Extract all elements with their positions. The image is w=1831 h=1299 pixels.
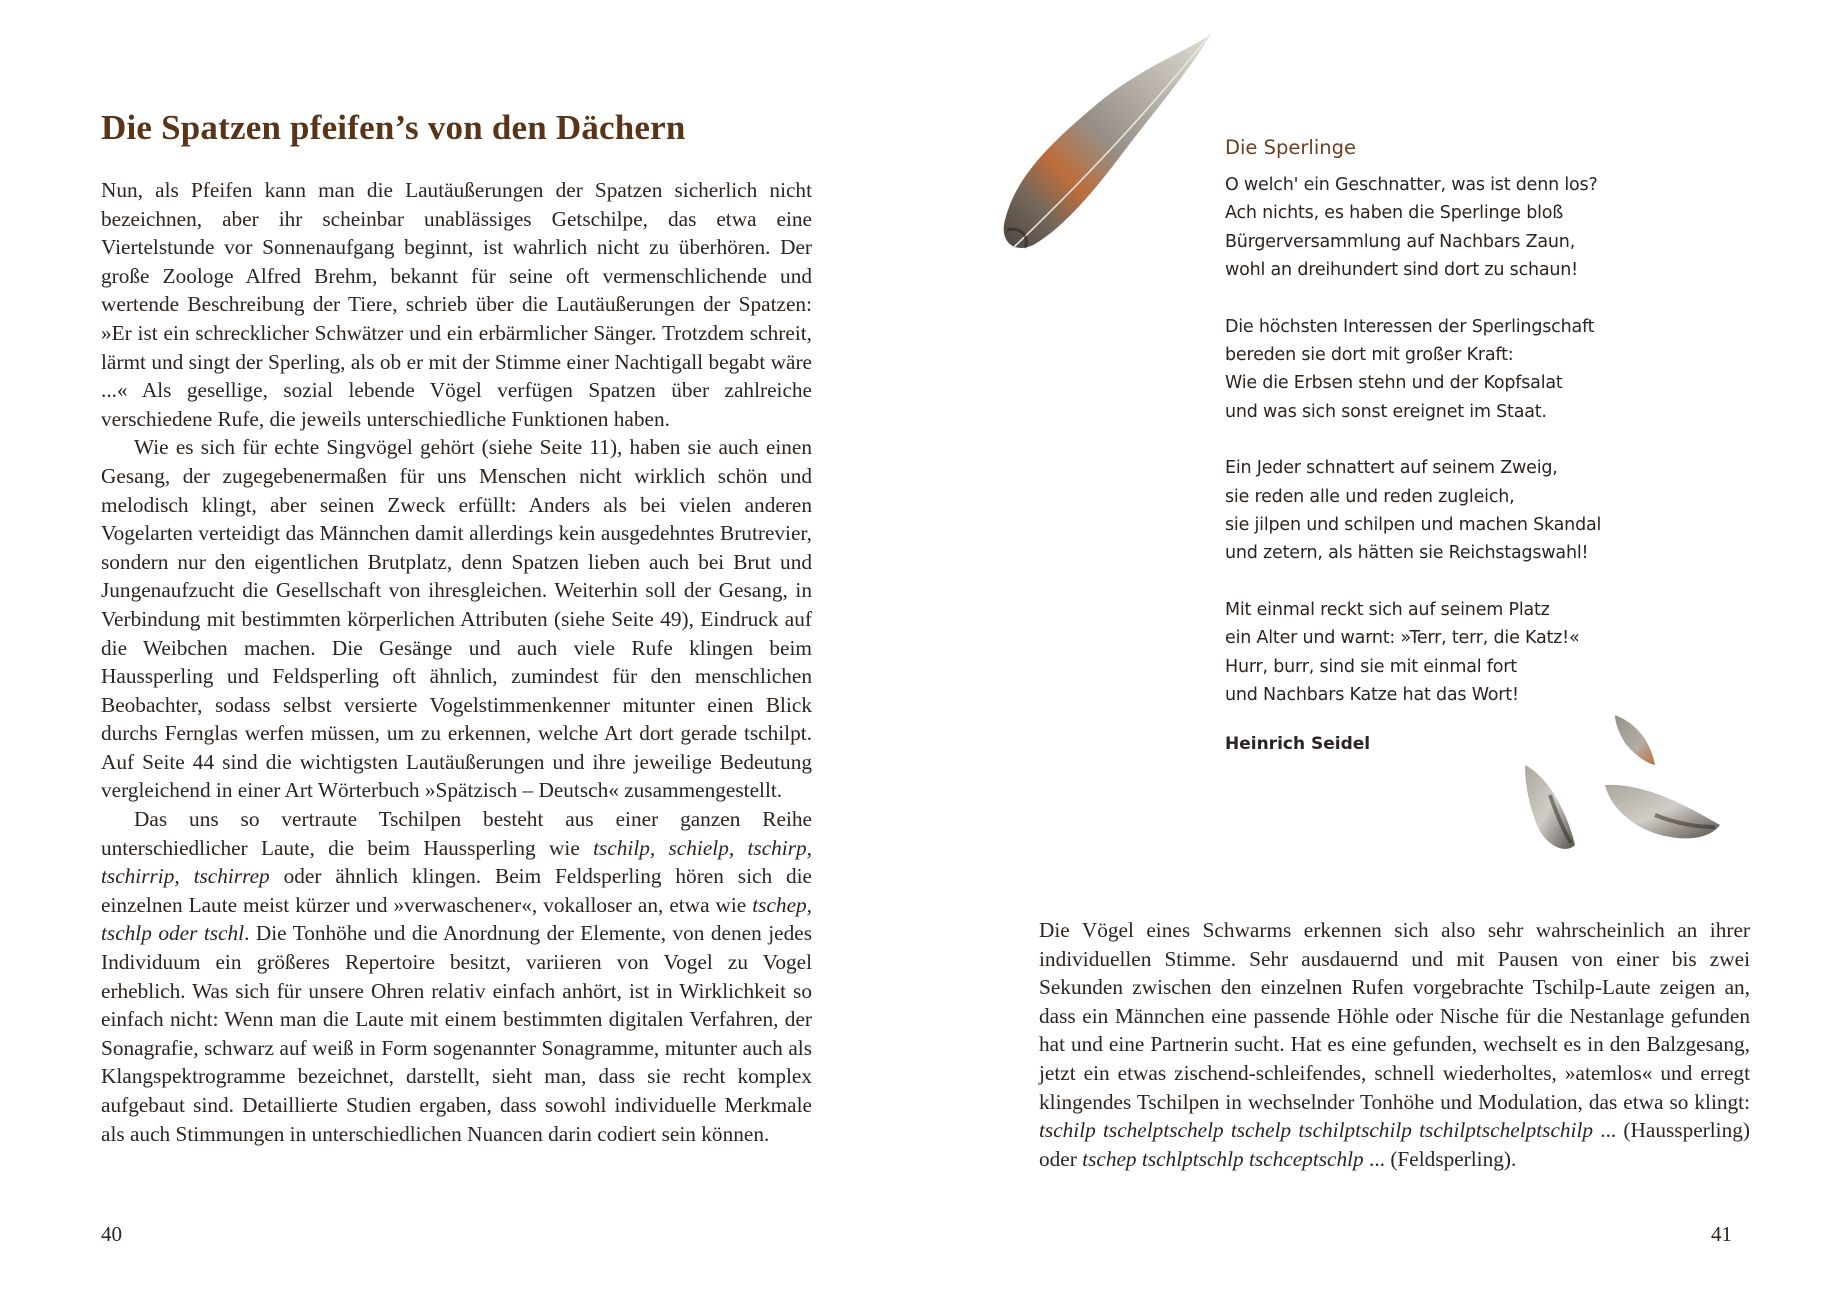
poem-line: sie reden alle und reden zugleich, (1225, 486, 1515, 507)
text-run: Das uns so vertraute Tschilpen besteht aus einer ganzen Reihe unterschiedlicher Laute, die beim Haussperling wie (101, 807, 812, 860)
poem-stanzas (1225, 171, 1645, 710)
body-paragraph (101, 176, 812, 433)
poem-line: Ein Jeder schnattert auf seinem Zweig, (1225, 458, 1558, 479)
poem (1225, 136, 1645, 754)
large-feather-illustration (985, 30, 1225, 270)
poem-line: und zetern, als hätten sie Reichstagswahl! (1225, 543, 1589, 564)
poem-stanza (1225, 313, 1645, 427)
left-body-text (101, 176, 812, 1148)
poem-line: sie jilpen und schilpen und machen Skandal (1225, 515, 1602, 536)
poem-line: ein Alter und warnt: »Terr, terr, die Katz!« (1225, 628, 1580, 649)
poem-line: Hurr, burr, sind sie mit einmal fort (1225, 656, 1517, 677)
poem-line: und Nachbars Katze hat das Wort! (1225, 685, 1519, 706)
italic-call-text: tschep, tschlp oder tschl (101, 892, 812, 946)
poem-stanza (1225, 454, 1645, 568)
text-run: Wie es sich für echte Singvögel gehört (siehe Seite 11), haben sie auch einen Gesang, der zugegebenermaßen für uns Menschen nicht wirklich schön und melodisch klingt, aber seinen Zweck erfüllt: Anders als bei vielen anderen Vogelarten verteidigt das Männchen damit allerdings kein ausgedehntes Brutrevier, sondern nur den eigentlichen Brutplatz, denn Spatzen lieben auch bei Brut und Jungenaufzucht die Gesellschaft von ihresgleichen. Weiterhin soll der Gesang, in Verbindung mit bestimmten körperlichen Attributen (siehe Seite 49), Eindruck auf die Weibchen machen. Die Gesänge und auch viele Rufe klingen beim Haussperling und Feldsperling oft ähnlich, zumindest für den menschlichen Beobachter, sodass selbst versierte Vogelstimmenkenner mitunter einen Blick durchs Fernglas werfen müssen, um zu erkennen, welche Art dort gerade tschilpt. Auf Seite 44 sind die wichtigsten Lautäußerungen und ihre jeweilige Bedeutung vergleichend in einer Art Wörterbuch »Spätzisch – Deutsch« zusammengestellt. (101, 435, 812, 803)
text-run: ... (Feldsperling). (1363, 1146, 1517, 1171)
poem-stanza (1225, 171, 1645, 285)
poem-author: Heinrich Seidel (1225, 733, 1371, 754)
body-paragraph (1039, 916, 1750, 1173)
body-paragraph (101, 433, 812, 805)
text-run: oder ähnlich klingen. Beim Feldsperling hören sich die einzelnen Laute meist kürzer und »verwaschener«, vokalloser an, etwa wie (101, 864, 812, 917)
poem-line: bereden sie dort mit großer Kraft: (1225, 345, 1514, 366)
poem-line: Bürgerversammlung auf Nachbars Zaun, (1225, 231, 1576, 252)
small-feathers-illustration (1505, 705, 1745, 875)
italic-call-text: tschilp tschelptschelp tschelp tschilptschilp tschilptschelptschilp (1039, 1118, 1594, 1143)
page-title: Die Spatzen pfeifen’s von den Dächern (101, 108, 686, 147)
italic-call-text: tschilp, schielp, tschirp, tschirrip, tschirrep (101, 835, 812, 889)
poem-line: Mit einmal reckt sich auf seinem Platz (1225, 599, 1550, 620)
poem-title: Die Sperlinge (1225, 136, 1356, 159)
right-body-text (1039, 916, 1750, 1173)
poem-line: Wie die Erbsen stehn und der Kopfsalat (1225, 373, 1563, 394)
italic-call-text: tschep tschlptschlp tschceptschlp (1082, 1146, 1364, 1171)
poem-line: O welch' ein Geschnatter, was ist denn los? (1225, 175, 1598, 195)
poem-line: und was sich sonst ereignet im Staat. (1225, 401, 1547, 422)
poem-line: Ach nichts, es haben die Sperlinge bloß (1225, 203, 1564, 224)
text-run: ... (Haussperling) oder (1039, 1118, 1750, 1171)
text-run: Die Vögel eines Schwarms erkennen sich also sehr wahrscheinlich an ihrer individuellen Stimme. Sehr ausdauernd und mit Pausen von einer bis zwei Sekunden zwischen den einzelnen Rufen vorgebrachte Tschilp-Laute zeigen an, dass ein Männchen eine passende Höhle oder Nische für die Nestanlage gefunden hat und eine Partnerin sucht. Hat es eine gefunden, wechselt es in den Balzgesang, jetzt ein etwas zischend-schleifendes, schnell wiederholtes, »atemlos« und erregt klingendes Tschilpen in wechselnder Tonhöhe und Modulation, das etwa so klingt: (1039, 918, 1750, 1114)
poem-stanza (1225, 596, 1645, 710)
page-number-right: 41 (1711, 1222, 1732, 1246)
body-paragraph (101, 805, 812, 1148)
poem-line: Die höchsten Interessen der Sperlingschaft (1225, 316, 1595, 337)
text-run: . Die Tonhöhe und die Anordnung der Elemente, von denen jedes Individuum ein größeres Repertoire besitzt, variieren von Vogel zu Vogel erheblich. Was sich für unsere Ohren relativ einfach anhört, ist in Wirklichkeit so einfach nicht: Wenn man die Laute mit einem bestimmten digitalen Verfahren, der Sonagrafie, schwarz auf weiß in Form sogenannter Sonagramme, mitunter auch als Klangspektrogramme bezeichnet, darstellt, sieht man, dass sie recht komplex aufgebaut sind. Detaillierte Studien ergaben, dass sowohl individuelle Merkmale als auch Stimmungen in unterschiedlichen Nuancen darin codiert sein können. (101, 921, 812, 1146)
text-run: Nun, als Pfeifen kann man die Lautäußerungen der Spatzen sicherlich nicht bezeichnen, aber ihr scheinbar unablässiges Getschilpe, das etwa eine Viertelstunde vor Sonnenaufgang beginnt, ist wahrlich nicht zu überhören. Der große Zoologe Alfred Brehm, bekannt für seine oft vermenschlichende und wertende Beschreibung der Tiere, schrieb über die Lautäußerungen der Spatzen: »Er ist ein schrecklicher Schwätzer und ein erbärmlicher Sänger. Trotzdem schreit, lärmt und singt der Sperling, als ob er mit der Stimme einer Nachtigall begabt wäre ...« Als gesellige, sozial lebende Vögel verfügen Spatzen über zahlreiche verschiedene Rufe, die jeweils unterschiedliche Funktionen haben. (101, 178, 812, 431)
poem-line: wohl an dreihundert sind dort zu schaun! (1225, 260, 1578, 281)
page-number-left: 40 (101, 1222, 122, 1246)
